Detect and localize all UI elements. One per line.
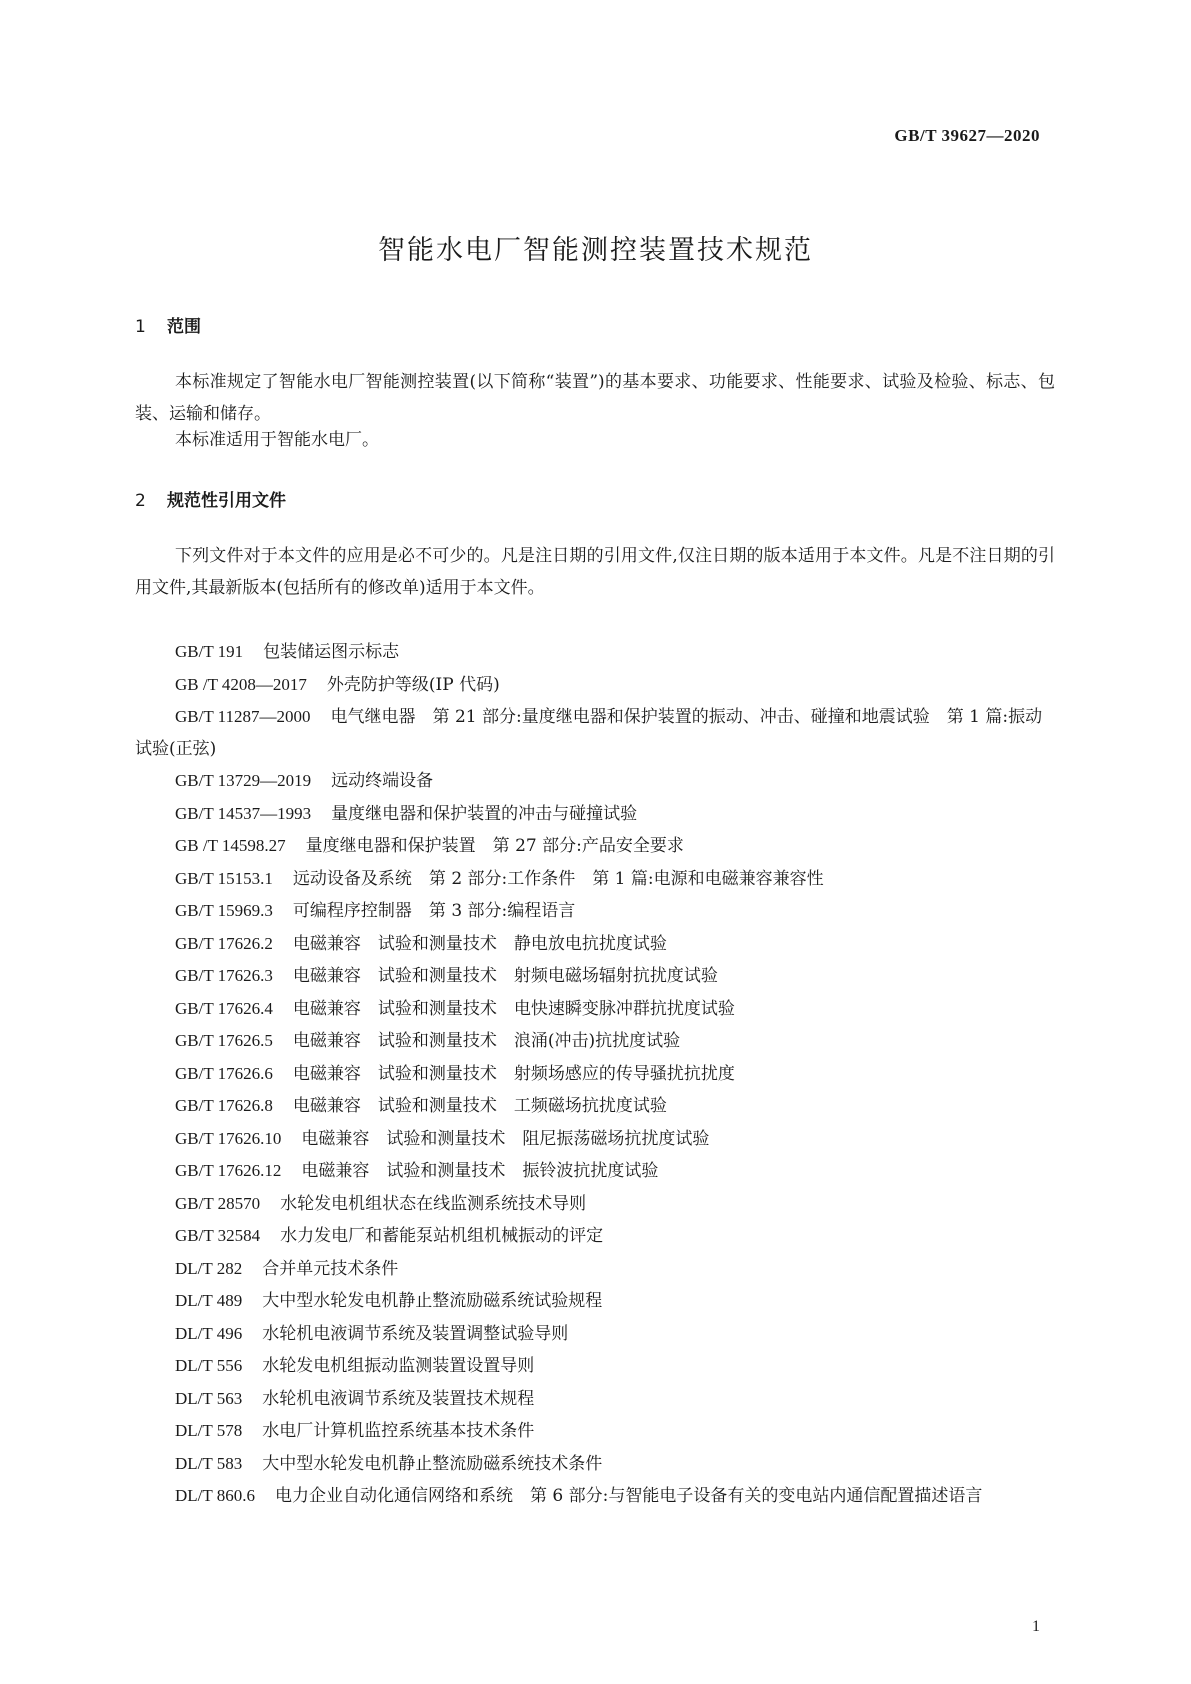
reference-title: 电磁兼容 试验和测量技术 射频场感应的传导骚扰抗扰度 bbox=[292, 1063, 735, 1084]
reference-item bbox=[135, 669, 1055, 702]
reference-code: DL/T 556 bbox=[175, 1356, 243, 1375]
reference-code: DL/T 578 bbox=[175, 1421, 243, 1440]
reference-item bbox=[135, 1253, 1055, 1286]
reference-title: 水轮发电机组振动监测装置设置导则 bbox=[262, 1356, 535, 1376]
reference-item bbox=[135, 895, 1055, 928]
reference-code: GB/T 15969.3 bbox=[175, 901, 273, 920]
reference-item bbox=[135, 960, 1055, 993]
reference-title: 远动设备及系统 第 2 部分:工作条件 第 1 篇:电源和电磁兼容兼容性 bbox=[292, 868, 824, 889]
reference-code: GB/T 17626.2 bbox=[175, 933, 273, 953]
reference-item bbox=[135, 1155, 1055, 1188]
reference-title: 量度继电器和保护装置的冲击与碰撞试验 bbox=[331, 803, 638, 824]
reference-item bbox=[135, 1480, 1055, 1513]
reference-item bbox=[135, 1090, 1055, 1123]
reference-item bbox=[135, 636, 1055, 669]
reference-item bbox=[135, 830, 1055, 863]
reference-item bbox=[135, 863, 1055, 896]
section-2-number: 2 bbox=[135, 491, 146, 511]
reference-item bbox=[135, 993, 1055, 1026]
reference-item bbox=[135, 798, 1055, 831]
reference-title: 水轮发电机组状态在线监测系统技术导则 bbox=[280, 1193, 587, 1214]
document-title: 智能水电厂智能测控装置技术规范 bbox=[378, 235, 813, 266]
reference-item bbox=[135, 1188, 1055, 1221]
reference-title: 水电厂计算机监控系统基本技术条件 bbox=[262, 1421, 535, 1441]
reference-title: 水力发电厂和蓄能泵站机组机械振动的评定 bbox=[280, 1226, 604, 1246]
reference-item bbox=[135, 1350, 1055, 1383]
section-1-paragraph-2: 本标准适用于智能水电厂。 bbox=[175, 430, 379, 450]
reference-title: 合并单元技术条件 bbox=[262, 1258, 399, 1279]
reference-title: 可编程序控制器 第 3 部分:编程语言 bbox=[292, 901, 576, 921]
page-number: 1 bbox=[1032, 1618, 1040, 1635]
section-2-title: 规范性引用文件 bbox=[167, 491, 286, 511]
section-1-title: 范围 bbox=[167, 317, 201, 337]
reference-code: DL/T 860.6 bbox=[175, 1486, 255, 1505]
reference-item bbox=[135, 1025, 1055, 1058]
reference-title: 电磁兼容 试验和测量技术 阻尼振荡磁场抗扰度试验 bbox=[301, 1128, 710, 1149]
reference-item bbox=[135, 765, 1055, 798]
reference-code: GB /T 4208—2017 bbox=[175, 674, 307, 694]
reference-item bbox=[135, 1448, 1055, 1481]
reference-code: GB/T 17626.8 bbox=[175, 1096, 273, 1115]
reference-code: DL/T 583 bbox=[175, 1453, 243, 1473]
reference-code: GB/T 28570 bbox=[175, 1193, 261, 1213]
reference-code: DL/T 496 bbox=[175, 1323, 243, 1343]
reference-item bbox=[135, 1220, 1055, 1253]
reference-code: GB/T 17626.10 bbox=[175, 1128, 282, 1148]
reference-item bbox=[135, 1415, 1055, 1448]
reference-title: 包装储运图示标志 bbox=[263, 642, 400, 662]
reference-code: GB/T 17626.5 bbox=[175, 1031, 273, 1050]
reference-item bbox=[135, 1318, 1055, 1351]
reference-code: GB/T 17626.6 bbox=[175, 1063, 273, 1083]
reference-title: 大中型水轮发电机静止整流励磁系统技术条件 bbox=[262, 1453, 603, 1474]
reference-code: GB/T 13729—2019 bbox=[175, 771, 312, 790]
reference-code: GB/T 32584 bbox=[175, 1226, 261, 1245]
reference-title: 电磁兼容 试验和测量技术 电快速瞬变脉冲群抗扰度试验 bbox=[292, 998, 735, 1019]
standard-number: GB/T 39627—2020 bbox=[894, 126, 1040, 145]
reference-item bbox=[135, 1285, 1055, 1318]
reference-code: GB/T 17626.3 bbox=[175, 966, 273, 985]
reference-code: GB/T 15153.1 bbox=[175, 868, 273, 888]
reference-item bbox=[135, 701, 1055, 765]
reference-item bbox=[135, 928, 1055, 961]
reference-list bbox=[135, 636, 1055, 1513]
reference-title: 电气继电器 第 21 部分:量度继电器和保护装置的振动、冲击、碰撞和地震试验 第 1 篇:振动试验(正弦) bbox=[135, 707, 1043, 759]
reference-code: GB /T 14598.27 bbox=[175, 836, 286, 855]
reference-item bbox=[135, 1058, 1055, 1091]
reference-code: DL/T 282 bbox=[175, 1258, 243, 1278]
reference-title: 电磁兼容 试验和测量技术 工频磁场抗扰度试验 bbox=[292, 1096, 667, 1116]
reference-title: 水轮机电液调节系统及装置技术规程 bbox=[262, 1388, 535, 1409]
reference-title: 电磁兼容 试验和测量技术 振铃波抗扰度试验 bbox=[301, 1161, 659, 1181]
section-2-intro: 下列文件对于本文件的应用是必不可少的。凡是注日期的引用文件,仅注日期的版本适用于本文件。凡是不注日期的引用文件,其最新版本(包括所有的修改单)适用于本文件。 bbox=[135, 546, 1055, 598]
reference-code: GB/T 17626.12 bbox=[175, 1161, 282, 1180]
reference-title: 外壳防护等级(IP 代码) bbox=[326, 674, 500, 695]
reference-title: 电力企业自动化通信网络和系统 第 6 部分:与智能电子设备有关的变电站内通信配置描述语言 bbox=[274, 1486, 983, 1506]
reference-code: GB/T 14537—1993 bbox=[175, 803, 312, 823]
reference-item bbox=[135, 1383, 1055, 1416]
section-1-number: 1 bbox=[135, 317, 146, 337]
reference-code: GB/T 17626.4 bbox=[175, 998, 273, 1018]
reference-code: GB/T 11287—2000 bbox=[175, 707, 311, 726]
section-1-paragraph-1: 本标准规定了智能水电厂智能测控装置(以下简称“装置”)的基本要求、功能要求、性能要求、试验及检验、标志、包装、运输和储存。 bbox=[135, 372, 1055, 424]
section-2-heading bbox=[135, 486, 286, 511]
reference-title: 水轮机电液调节系统及装置调整试验导则 bbox=[262, 1323, 569, 1344]
reference-title: 大中型水轮发电机静止整流励磁系统试验规程 bbox=[262, 1291, 603, 1311]
reference-title: 电磁兼容 试验和测量技术 浪涌(冲击)抗扰度试验 bbox=[292, 1031, 681, 1051]
reference-title: 量度继电器和保护装置 第 27 部分:产品安全要求 bbox=[305, 836, 684, 856]
reference-code: GB/T 191 bbox=[175, 642, 244, 661]
reference-title: 电磁兼容 试验和测量技术 静电放电抗扰度试验 bbox=[292, 933, 667, 954]
reference-title: 电磁兼容 试验和测量技术 射频电磁场辐射抗扰度试验 bbox=[292, 966, 718, 986]
reference-title: 远动终端设备 bbox=[331, 771, 434, 791]
reference-item bbox=[135, 1123, 1055, 1156]
section-1-heading bbox=[135, 312, 201, 337]
reference-code: DL/T 563 bbox=[175, 1388, 243, 1408]
reference-code: DL/T 489 bbox=[175, 1291, 243, 1310]
